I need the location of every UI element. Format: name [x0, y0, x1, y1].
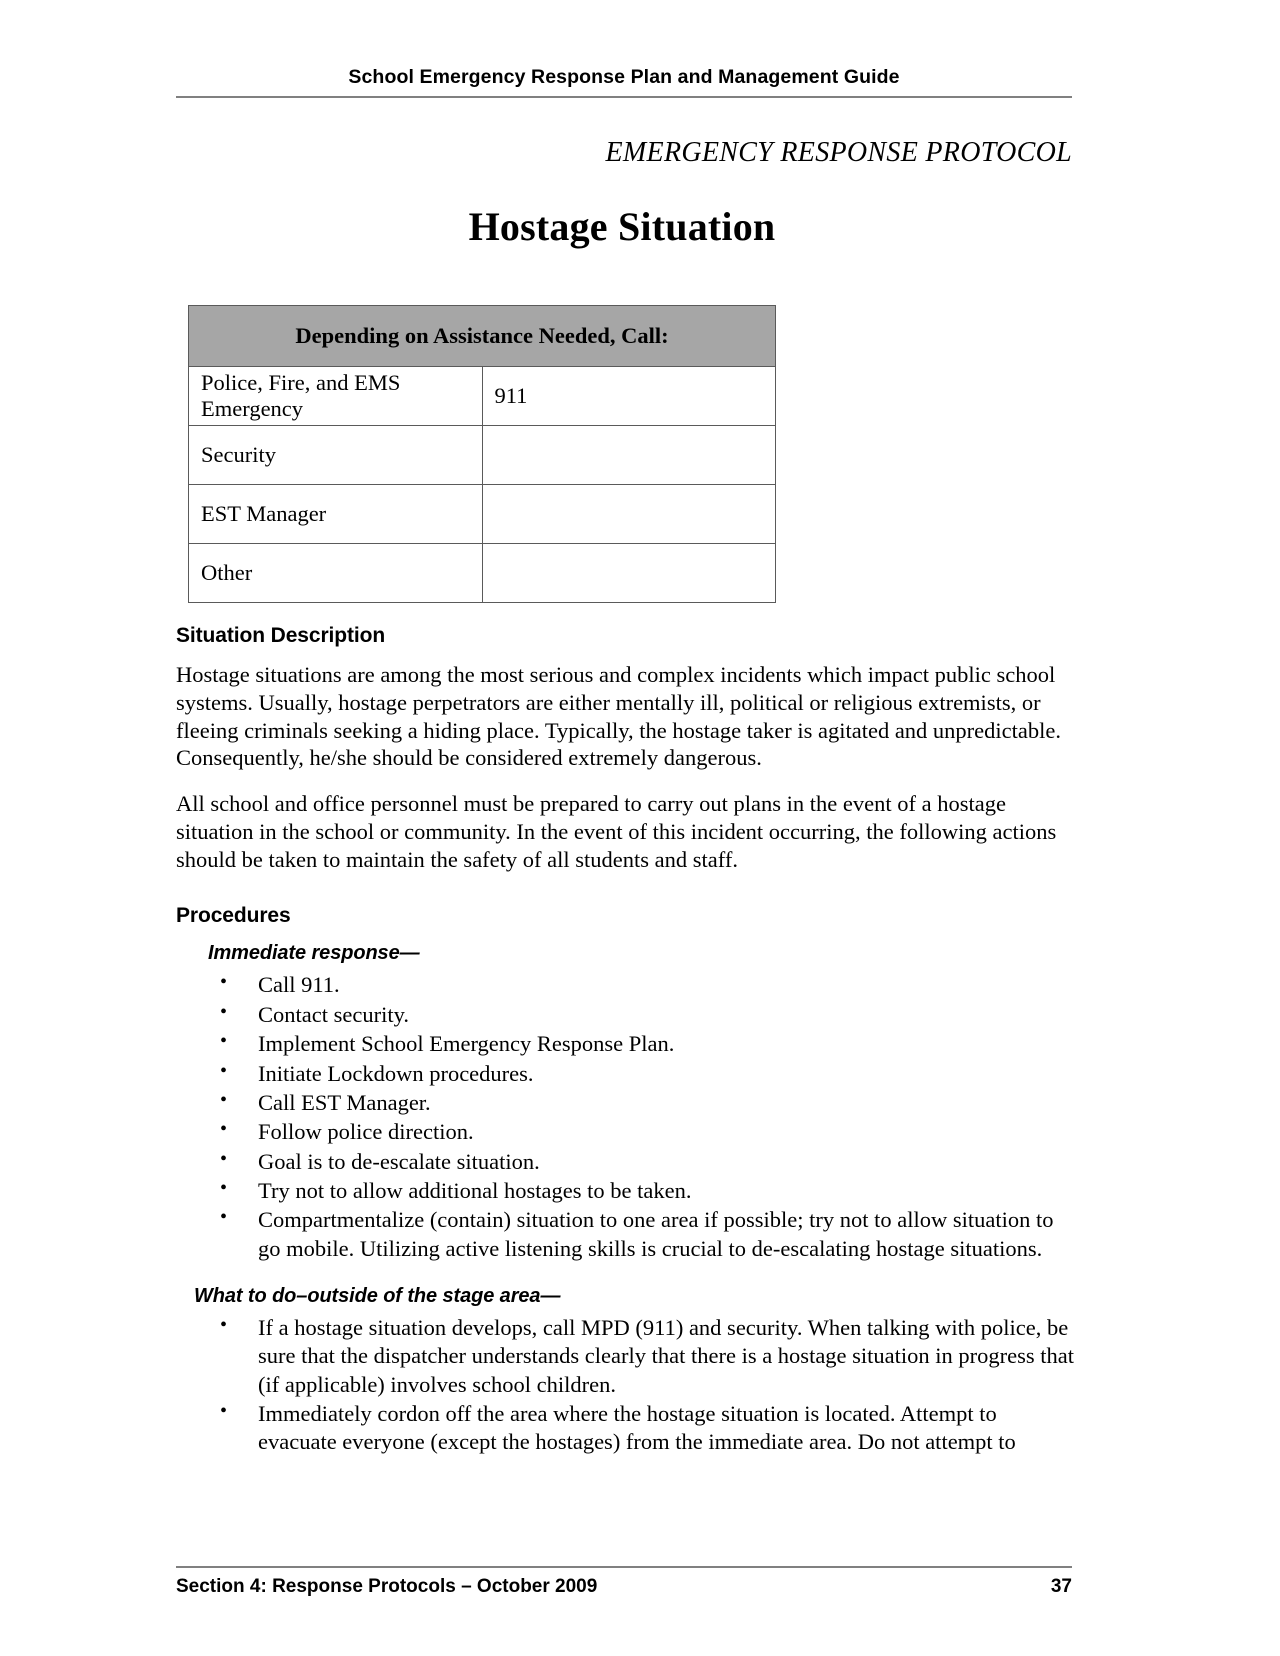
footer-divider — [176, 1566, 1072, 1568]
page-content — [176, 624, 1076, 1458]
page-footer — [176, 1566, 1072, 1598]
list-item: • Compartmentalize (contain) situation to one area if possible; try not to allow situation to go mobile. Utilizing active listening skills is crucial to de-escalating hostage situations. — [216, 1206, 1076, 1263]
header-divider — [176, 96, 1072, 98]
contact-value[interactable] — [482, 426, 776, 485]
contact-value[interactable] — [482, 485, 776, 544]
list-item: • Call 911. — [216, 971, 1076, 999]
list-item: • Follow police direction. — [216, 1118, 1076, 1146]
contact-label: Other — [189, 544, 483, 603]
table-row — [189, 544, 776, 603]
procedures-heading: Procedures — [176, 904, 291, 928]
contact-table — [188, 305, 776, 603]
situation-paragraph: Hostage situations are among the most serious and complex incidents which impact public school systems. Usually, hostage perpetrators are either mentally ill, political or religious extremists, or fleeing criminals seeking a hiding place. Typically, the hostage taker is agitated and unpredictable. Consequently, he/she should be considered extremely dangerous. — [176, 662, 1061, 771]
contact-label: Security — [189, 426, 483, 485]
list-item: • Goal is to de-escalate situation. — [216, 1148, 1076, 1176]
protocol-label: EMERGENCY RESPONSE PROTOCOL — [605, 137, 1072, 168]
page-title-text: Hostage Situation — [468, 204, 776, 249]
footer-row — [176, 1576, 1072, 1598]
list-item: • If a hostage situation develops, call MPD (911) and security. When talking with police, be sure that the dispatcher understands clearly that there is a hostage situation in progress that (if applicable) involves school children. — [216, 1314, 1076, 1399]
table-row — [189, 426, 776, 485]
table-head-row — [189, 306, 776, 367]
list-item: • Implement School Emergency Response Plan. — [216, 1030, 1076, 1058]
contact-label: Police, Fire, and EMS Emergency — [189, 367, 483, 426]
situation-paragraph: All school and office personnel must be prepared to carry out plans in the event of a hostage situation in the school or community. In the event of this incident occurring, the following actions should be taken to maintain the safety of all students and staff. — [176, 791, 1057, 872]
contact-value[interactable]: 911 — [482, 367, 776, 426]
page-title — [0, 203, 1280, 250]
list-item: • Call EST Manager. — [216, 1089, 1076, 1117]
page-number: 37 — [1050, 1576, 1072, 1597]
immediate-response-subheading: Immediate response— — [208, 942, 420, 965]
immediate-response-list — [176, 971, 1076, 1262]
outside-stage-area-list — [176, 1314, 1076, 1457]
table-row — [189, 485, 776, 544]
page-header — [176, 66, 1072, 98]
footer-section-label: Section 4: Response Protocols – October 2009 — [176, 1576, 598, 1597]
contact-label: EST Manager — [189, 485, 483, 544]
situation-description-heading: Situation Description — [176, 624, 386, 647]
list-item: • Contact security. — [216, 1001, 1076, 1029]
list-item: • Try not to allow additional hostages to be taken. — [216, 1177, 1076, 1205]
contact-value[interactable] — [482, 544, 776, 603]
list-item: • Initiate Lockdown procedures. — [216, 1060, 1076, 1088]
outside-stage-area-subheading: What to do–outside of the stage area— — [194, 1284, 561, 1307]
list-item: • Immediately cordon off the area where the hostage situation is located. Attempt to evacuate everyone (except the hostages) from the immediate area. Do not attempt to — [216, 1400, 1076, 1457]
table-header-cell: Depending on Assistance Needed, Call: — [189, 306, 776, 367]
running-title: School Emergency Response Plan and Management Guide — [348, 66, 900, 88]
table-row — [189, 367, 776, 426]
